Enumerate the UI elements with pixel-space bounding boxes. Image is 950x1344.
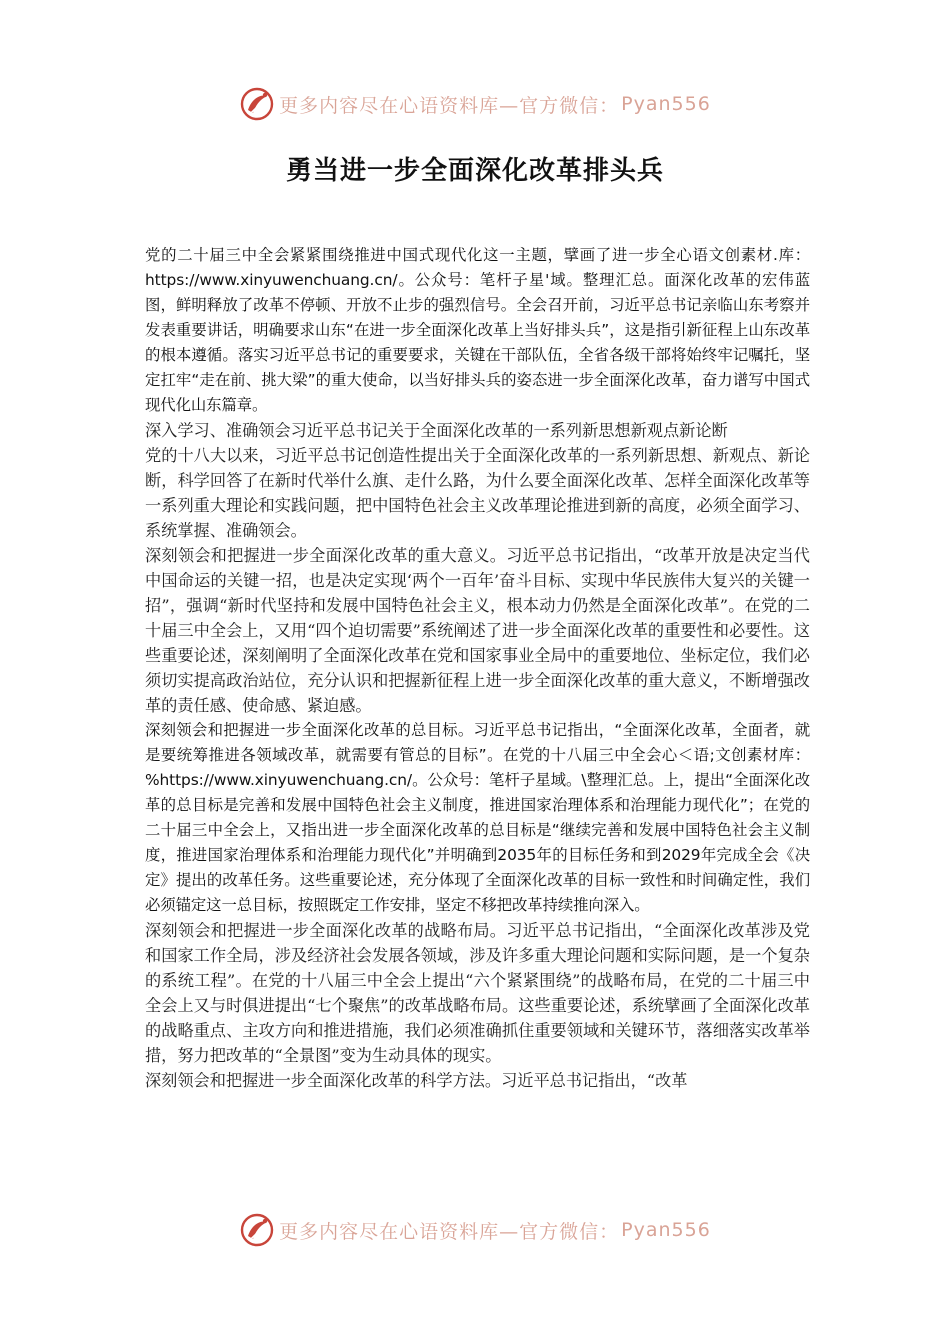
footer-wechat-id: Pyan556 [621, 1219, 711, 1241]
header-wechat-id: Pyan556 [621, 93, 711, 115]
document-body [145, 243, 810, 1093]
paragraph-goal: 深刻领会和把握进一步全面深化改革的总目标。习近平总书记指出，“全面深化改革，全面者，就是要统筹推进各领域改革，就需要有管总的目标”。在党的十八届三中全会心＜语;文创素材库：%https://www.xinyuwenchuang.cn/。公众号：笔杆子星域。\整理汇总。上，提出“全面深化改革的总目标是完善和发展中国特色社会主义制度，推进国家治理体系和治理能力现代化”；在党的二十届三中全会上，又指出进一步全面深化改革的总目标是“继续完善和发展中国特色社会主义制度，推进国家治理体系和治理能力现代化”并明确到2035年的目标任务和到2029年完成全会《决定》提出的改革任务。这些重要论述，充分体现了全面深化改革的目标一致性和时间确定性，我们必须锚定这一总目标，按照既定工作安排，坚定不移把改革持续推向深入。 [145, 721, 810, 914]
paragraph-intro: 党的二十届三中全会紧紧围绕推进中国式现代化这一主题，擘画了进一步全心语文创素材.库：https://www.xinyuwenchuang.cn/。公众号：笔杆子星'域。整理汇总。面深化改革的宏伟蓝图，鲜明释放了改革不停顿、开放不止步的强烈信号。全会召开前，习近平总书记亲临山东考察并发表重要讲话，明确要求山东“在进一步全面深化改革上当好排头兵”，这是指引新征程上山东改革的根本遵循。落实习近平总书记的重要要求，关键在干部队伍，全省各级干部将始终牢记嘱托，坚定扛牢“走在前、挑大梁”的重大使命，以当好排头兵的姿态进一步全面深化改革，奋力谱写中国式现代化山东篇章。 [145, 246, 810, 414]
xinyu-logo-icon [239, 86, 275, 122]
paragraph-overview: 党的十八大以来，习近平总书记创造性提出关于全面深化改革的一系列新思想、新观点、新论断，科学回答了在新时代举什么旗、走什么路，为什么要全面深化改革、怎样全面深化改革等一系列重大理论和实践问题，把中国特色社会主义改革理论推进到新的高度，必须全面学习、系统掌握、准确领会。 [145, 446, 810, 540]
footer-banner [0, 1208, 950, 1252]
footer-banner-text: 更多内容尽在心语资料库—官方微信： [279, 1220, 620, 1243]
paragraph-strategy: 深刻领会和把握进一步全面深化改革的战略布局。习近平总书记指出，“全面深化改革涉及党和国家工作全局，涉及经济社会发展各领域，涉及许多重大理论问题和实际问题，是一个复杂的系统工程”。在党的十八届三中全会上提出“六个紧紧围绕”的战略布局，在党的二十届三中全会上又与时俱进提出“七个聚焦”的改革战略布局。这些重要论述，系统擘画了全面深化改革的战略重点、主攻方向和推进措施，我们必须准确抓住重要领域和关键环节，落细落实改革举措，努力把改革的“全景图”变为生动具体的现实。 [145, 921, 810, 1065]
paragraph-significance: 深刻领会和把握进一步全面深化改革的重大意义。习近平总书记指出，“改革开放是决定当代中国命运的关键一招，也是决定实现‘两个一百年’奋斗目标、实现中华民族伟大复兴的关键一招”，强调“新时代坚持和发展中国特色社会主义，根本动力仍然是全面深化改革”。在党的二十届三中全会上，又用“四个迫切需要”系统阐述了进一步全面深化改革的重要性和必要性。这些重要论述，深刻阐明了全面深化改革在党和国家事业全局中的重要地位、坐标定位，我们必须切实提高政治站位，充分认识和把握新征程上进一步全面深化改革的重大意义，不断增强改革的责任感、使命感、紧迫感。 [145, 546, 810, 715]
header-banner [0, 82, 950, 126]
document-title: 勇当进一步全面深化改革排头兵 [285, 156, 664, 186]
paragraph-method: 深刻领会和把握进一步全面深化改革的科学方法。习近平总书记指出，“改革 [145, 1071, 688, 1090]
section-heading: 深入学习、准确领会习近平总书记关于全面深化改革的一系列新思想新观点新论断 [145, 421, 728, 440]
xinyu-logo-icon [239, 1212, 275, 1248]
header-banner-text: 更多内容尽在心语资料库—官方微信： [279, 94, 620, 117]
